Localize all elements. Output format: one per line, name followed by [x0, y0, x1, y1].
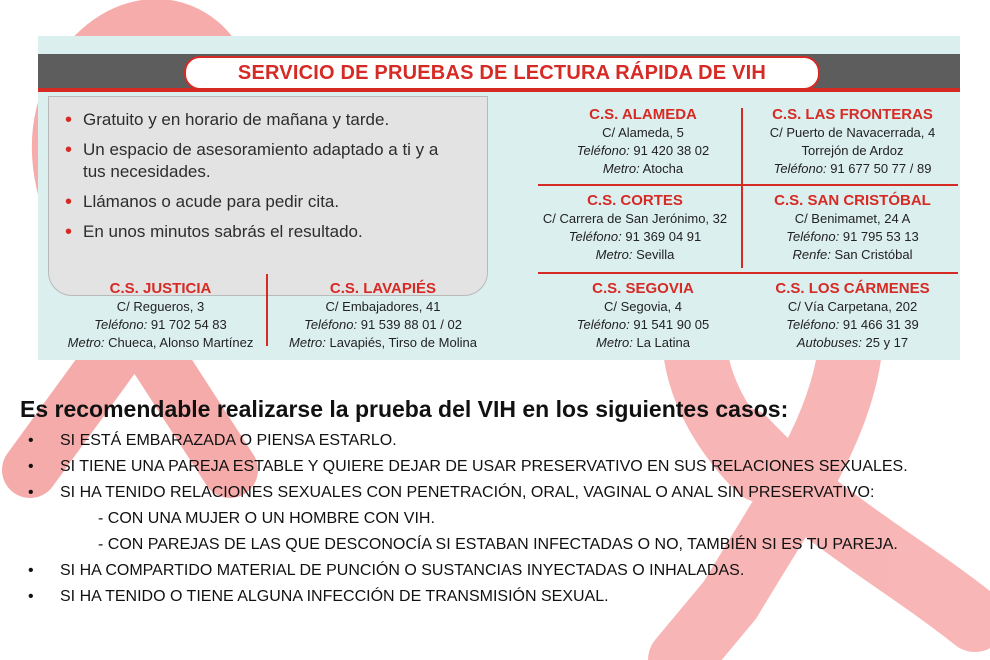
phone-label: Teléfono:	[786, 317, 840, 332]
transport-label: Metro:	[596, 335, 633, 350]
center-phone: 91 702 54 83	[150, 317, 227, 332]
title-pill	[184, 56, 820, 90]
service-title: SERVICIO DE PRUEBAS DE LECTURA RÁPIDA DE VIH	[237, 62, 767, 84]
center-san-cristobal	[750, 192, 955, 264]
transport-label: Autobuses:	[796, 335, 862, 350]
phone-label: Teléfono:	[94, 317, 148, 332]
list-item: • SI TIENE UNA PAREJA ESTABLE Y QUIERE DEJAR DE USAR PRESERVATIVO EN SUS RELACIONES SEXUALES.	[20, 454, 980, 480]
list-subitem: - CON UNA MUJER O UN HOMBRE CON VIH.	[98, 510, 435, 527]
center-las-fronteras	[750, 106, 955, 178]
center-name: C.S. LAVAPIÉS	[329, 280, 437, 297]
divider	[741, 108, 743, 268]
center-phone: 91 795 53 13	[842, 229, 919, 244]
center-alameda	[550, 106, 736, 178]
feature-item: • Un espacio de asesoramiento adaptado a ti y a tus necesidades.	[83, 139, 443, 183]
center-transport: Chueca, Alonso Martínez	[108, 335, 254, 350]
features-box	[48, 96, 488, 296]
center-address: C/ Segovia, 4	[603, 299, 683, 314]
center-transport: 25 y 17	[865, 335, 909, 350]
divider	[538, 272, 958, 274]
phone-label: Teléfono:	[786, 229, 840, 244]
transport-label: Metro:	[595, 247, 633, 262]
recommendation-heading: Es recomendable realizarse la prueba del VIH en los siguientes casos:	[20, 396, 789, 422]
center-name: C.S. SAN CRISTÓBAL	[774, 192, 931, 209]
center-justicia	[58, 280, 263, 352]
center-phone: 91 466 31 39	[842, 317, 919, 332]
feature-item: • En unos minutos sabrás el resultado.	[83, 221, 487, 243]
center-lavapies	[278, 280, 488, 352]
center-cortes	[530, 192, 740, 264]
center-transport: La Latina	[636, 335, 690, 350]
center-transport: Lavapiés, Tirso de Molina	[329, 335, 477, 350]
center-phone: 91 539 88 01 / 02	[360, 317, 462, 332]
center-transport: Sevilla	[636, 247, 675, 262]
phone-label: Teléfono:	[773, 161, 827, 176]
center-address: C/ Alameda, 5	[602, 125, 684, 140]
recommendation-section	[20, 394, 980, 610]
divider	[266, 274, 268, 346]
feature-item: • Gratuito y en horario de mañana y tarde.	[83, 109, 487, 131]
list-item: • SI HA COMPARTIDO MATERIAL DE PUNCIÓN O SUSTANCIAS INYECTADAS O INHALADAS.	[20, 558, 980, 584]
center-phone: 91 369 04 91	[625, 229, 702, 244]
phone-label: Teléfono:	[304, 317, 358, 332]
list-item: • SI HA TENIDO RELACIONES SEXUALES CON PENETRACIÓN, ORAL, VAGINAL O ANAL SIN PRESERVATIVO:	[20, 480, 980, 506]
phone-label: Teléfono:	[568, 229, 622, 244]
feature-item: • Llámanos o acude para pedir cita.	[83, 191, 487, 213]
center-address: C/ Benimamet, 24 A	[794, 211, 911, 226]
list-item: • SI ESTÁ EMBARAZADA O PIENSA ESTARLO.	[20, 428, 980, 454]
transport-label: Renfe:	[792, 247, 831, 262]
center-name: C.S. CORTES	[587, 192, 683, 209]
center-phone: 91 541 90 05	[633, 317, 710, 332]
center-name: C.S. JUSTICIA	[109, 280, 212, 297]
center-transport: San Cristóbal	[834, 247, 913, 262]
center-name: C.S. LOS CÁRMENES	[775, 280, 930, 297]
center-phone: 91 420 38 02	[633, 143, 710, 158]
list-item: • SI HA TENIDO O TIENE ALGUNA INFECCIÓN DE TRANSMISIÓN SEXUAL.	[20, 584, 980, 610]
transport-label: Metro:	[67, 335, 105, 350]
phone-label: Teléfono:	[576, 143, 630, 158]
service-panel	[38, 36, 960, 360]
center-address: C/ Vía Carpetana, 202	[787, 299, 918, 314]
center-transport: Atocha	[642, 161, 684, 176]
center-address: C/ Carrera de San Jerónimo, 32	[542, 211, 728, 226]
center-name: C.S. SEGOVIA	[592, 280, 694, 297]
center-name: C.S. LAS FRONTERAS	[772, 106, 933, 123]
phone-label: Teléfono:	[576, 317, 630, 332]
transport-label: Metro:	[602, 161, 640, 176]
center-address: C/ Regueros, 3	[116, 299, 205, 314]
center-address-city: Torrejón de Ardoz	[801, 143, 904, 158]
transport-label: Metro:	[289, 335, 326, 350]
center-phone: 91 677 50 77 / 89	[830, 161, 932, 176]
center-segovia	[550, 280, 736, 352]
divider	[538, 184, 958, 186]
center-address: C/ Puerto de Navacerrada, 4	[769, 125, 936, 140]
center-name: C.S. ALAMEDA	[589, 106, 697, 123]
center-address: C/ Embajadores, 41	[325, 299, 441, 314]
list-subitem: - CON PAREJAS DE LAS QUE DESCONOCÍA SI ESTABAN INFECTADAS O NO, TAMBIÉN SI ES TU PAREJA.	[98, 536, 898, 553]
center-los-carmenes	[750, 280, 955, 352]
recommendation-list	[20, 428, 980, 610]
